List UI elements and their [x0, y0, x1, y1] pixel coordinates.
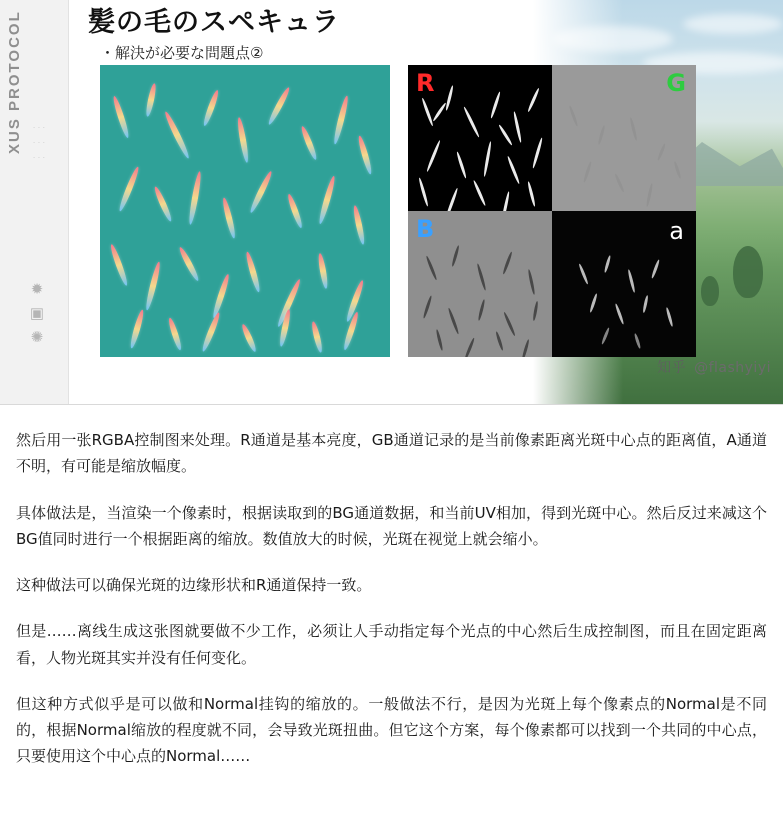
watermark — [657, 357, 771, 377]
slide-band-title: XUS PROTOCOL — [6, 10, 23, 154]
article-paragraph: 这种做法可以确保光斑的边缘形状和R通道保持一致。 — [16, 576, 372, 594]
channel-label-g: G — [666, 69, 686, 97]
article-paragraph: 具体做法是，当渲染一个像素时，根据读取到的BG通道数据，和当前UV相加，得到光斑中心。然后反过来减这个BG值同时进行一个根据距离的缩放。数值放大的时候，光斑在视觉上就会缩小。 — [16, 503, 767, 548]
article-paragraph: 但这种方式似乎是可以做和Normal挂钩的缩放的。一般做法不行，是因为光斑上每个像素点的Normal是不同的，根据Normal缩放的程度就不同，会导致光斑扭曲。但它这个方案，每个像素都可以找到一个共同的中心点，只要使用这个中心点的Normal…… — [16, 694, 767, 766]
slide-band-glyphs: ✹ ▣ ✺ — [29, 281, 45, 346]
watermark-handle: @flashyiyi — [694, 360, 771, 376]
channel-quadrant-g — [552, 65, 696, 211]
channel-label-b: B — [416, 215, 435, 243]
slide-band-marks: · · · · · · · · · — [32, 123, 46, 163]
channel-quadrant-a — [552, 211, 696, 357]
article-paragraph: 然后用一张RGBA控制图来处理。R通道是基本亮度，GB通道记录的是当前像素距离光斑中心点的距离值，A通道不明，有可能是缩放幅度。 — [16, 431, 767, 476]
slide-bottom-divider — [0, 404, 783, 405]
article-paragraph: 但是……离线生成这张图就要做不少工作，必须让人手动指定每个光点的中心然后生成控制图，而且在固定距离看，人物光斑其实并没有任何变化。 — [16, 622, 767, 667]
channel-quadrant-b — [408, 211, 552, 357]
slide-title: 髪の毛のスペキュラ — [88, 7, 340, 38]
slide-image — [0, 0, 783, 405]
channel-label-a: a — [669, 217, 684, 245]
slide-left-band — [0, 0, 69, 405]
article-body — [0, 405, 783, 770]
slide-subtitle: ・解決が必要な問題点② — [100, 44, 264, 62]
channel-label-r: R — [416, 69, 435, 97]
specular-preview-panel — [100, 65, 390, 357]
channel-quadrant-r — [408, 65, 552, 211]
watermark-site: 知乎 — [657, 360, 687, 376]
rgba-channel-panel — [408, 65, 696, 357]
